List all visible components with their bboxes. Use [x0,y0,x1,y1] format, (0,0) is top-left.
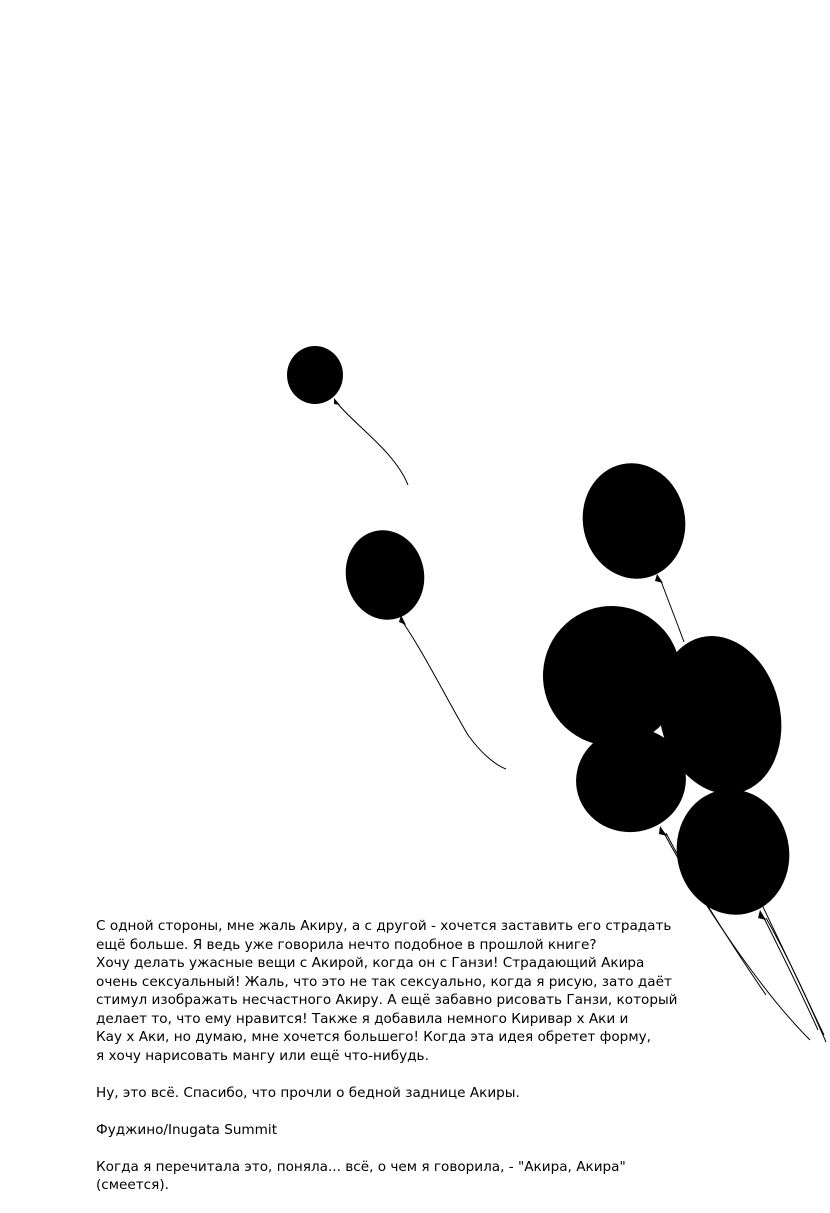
balloon [665,779,801,926]
balloon [572,454,696,589]
text-line: (смеется). [96,1177,169,1193]
text-line: я хочу нарисовать мангу или ещё что-нибудь. [96,1047,429,1064]
text-line: очень сексуальный! Жаль, что это не так сексуально, когда я рисую, зато даёт [96,973,672,990]
afterword-paragraph [96,917,678,1065]
balloon-string [764,918,818,1030]
author-signature [96,1121,656,1140]
text-line: Хочу делать ужасные вещи с Акирой, когда он с Ганзи! Страдающий Акира [96,955,645,971]
text-line: ещё больше. Я ведь уже говорила нечто подобное в прошлой книге? [96,936,597,953]
text-line: стимул изображать несчастного Акиру. А ещё забавно рисовать Ганзи, который [96,992,678,1008]
afterword-text [96,917,678,1213]
balloon [337,523,432,627]
text-line: делает то, что ему нравится! Также я добавила немного Киривар х Аки и [96,1010,629,1027]
text-line: Когда я перечитала это, поняла... всё, о чем я говорила, - "Акира, Акира" [96,1158,626,1175]
text-line: Кау х Аки, но думаю, мне хочется большего! Когда эта идея обретет форму, [96,1029,651,1045]
balloon-string [766,918,826,1042]
balloon [287,346,343,405]
afterword-paragraph [96,1084,656,1103]
balloon-string [404,624,506,769]
afterword-paragraph [96,1158,656,1195]
text-line: Ну, это всё. Спасибо, что прочли о бедной заднице Акиры. [96,1084,520,1101]
text-line: С одной стороны, мне жаль Акиру, а с другой - хочется заставить его страдать [96,918,672,934]
text-line: Фуджино/Inugata Summit [96,1121,278,1138]
balloon-string [338,404,408,485]
